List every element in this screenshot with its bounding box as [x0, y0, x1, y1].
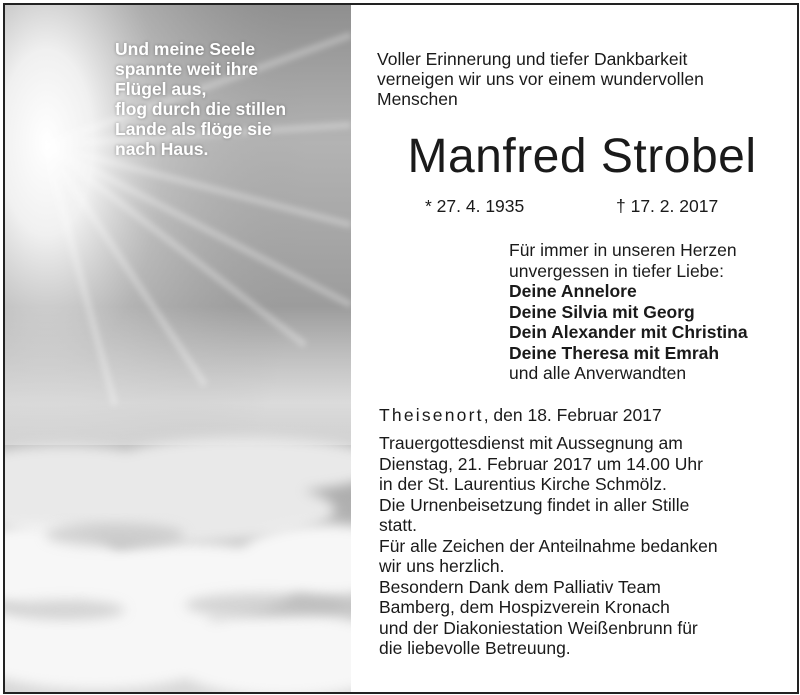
death-date: † 17. 2. 2017 [616, 196, 719, 216]
notice-text-column [351, 5, 797, 692]
mourners-intro-line: unvergessen in tiefer Liebe: [509, 260, 724, 281]
birth-date: * 27. 4. 1935 [425, 196, 525, 216]
deceased-name: Manfred Strobel [407, 130, 757, 183]
place-name: Theisenort [379, 405, 484, 425]
mourner-name: Deine Annelore [509, 281, 637, 301]
mourners-intro-line: Für immer in unseren Herzen [509, 240, 737, 260]
mourners-closing: und alle Anverwandten [509, 363, 687, 383]
intro-text: Voller Erinnerung und tiefer Dankbarkeit verneigen wir uns vor einem wundervollen Menschen [377, 49, 704, 109]
sky-clouds-image [5, 5, 351, 692]
poem-verse: Und meine Seele spannte weit ihre Flügel aus, flog durch die stillen Lande als flöge sie nach Haus. [115, 39, 287, 159]
place-and-date [379, 404, 662, 426]
obituary-notice [3, 3, 799, 694]
mourner-name: Deine Theresa mit Emrah [509, 342, 720, 363]
service-details: Trauergottesdienst mit Aussegnung am Dienstag, 21. Februar 2017 um 14.00 Uhr in der St. Laurentius Kirche Schmölz. Die Urnenbeisetzung findet in aller Stille statt. Für alle Zeichen der Anteilnahme bedanken wir uns herzlich. Besondern Dank dem Palliativ Team Bamberg, dem Hospizverein Kronach und der Diakoniestation Weißenbrunn für die liebevolle Betreuung. [379, 433, 718, 658]
mourners-list [509, 240, 794, 384]
notice-date: , den 18. Februar 2017 [483, 405, 662, 425]
mourner-name: Deine Silvia mit Georg [509, 301, 695, 322]
mourner-name: Dein Alexander mit Christina [509, 322, 748, 342]
